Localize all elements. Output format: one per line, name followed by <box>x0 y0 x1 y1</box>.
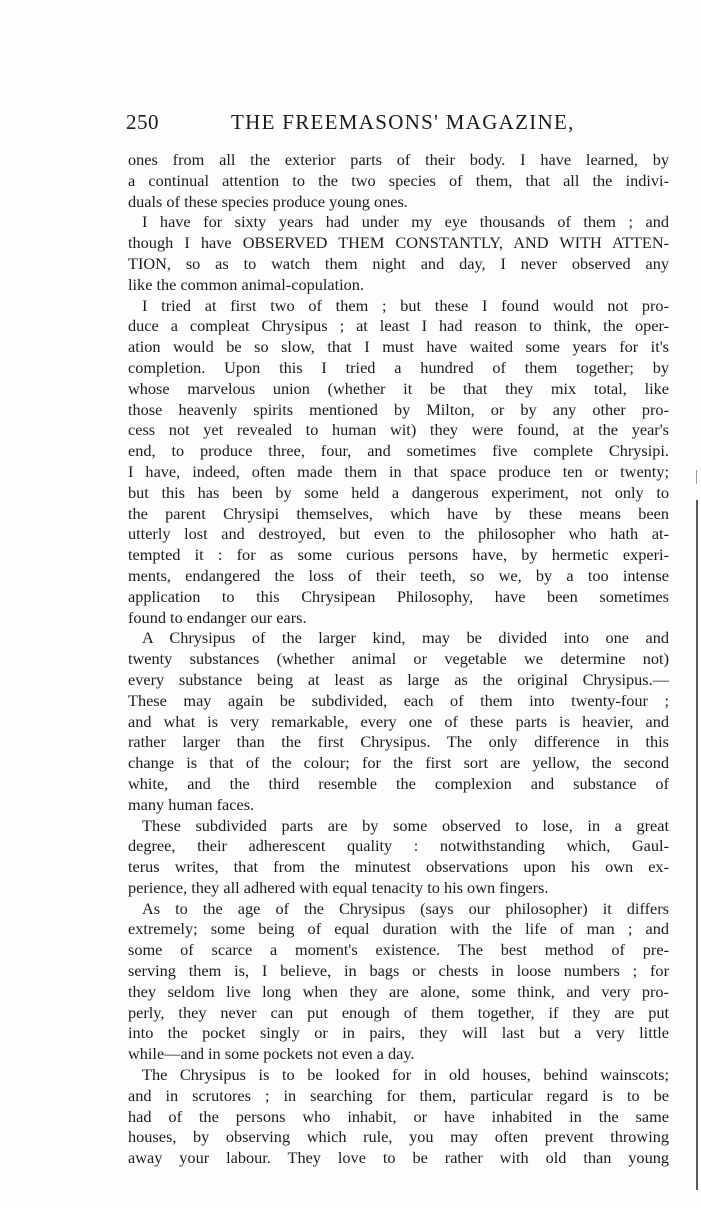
text-line: change is that of the colour; for the first sort are yellow, the second <box>128 753 669 773</box>
text-line: duals of these species produce young ones. <box>128 191 408 211</box>
text-line: application to this Chrysipean Philosophy, have been sometimes <box>128 586 669 606</box>
text-line: serving them is, I believe, in bags or chests in loose numbers ; for <box>128 961 669 981</box>
text-line: extremely; some being of equal duration with the life of man ; and <box>128 919 669 939</box>
text-line: into the pocket singly or in pairs, they will last but a very little <box>128 1023 669 1043</box>
text-line: I have, indeed, often made them in that space produce ten or twenty; <box>128 461 669 481</box>
text-line: some of scarce a moment's existence. The best method of pre- <box>128 940 669 960</box>
text-line: terus writes, that from the minutest observations upon his own ex- <box>128 857 669 877</box>
paragraph-2 <box>128 212 669 295</box>
text-line: those heavenly spirits mentioned by Milton, or by any other pro- <box>128 399 669 419</box>
text-line: The Chrysipus is to be looked for in old houses, behind wainscots; <box>142 1065 669 1085</box>
text-line: they seldom live long when they are alone, some think, and very pro- <box>128 981 669 1001</box>
text-line: houses, by observing which rule, you may often prevent throwing <box>128 1127 669 1147</box>
text-line: completion. Upon this I tried a hundred of them together; by <box>128 357 669 377</box>
page-edge-rule <box>696 500 698 1190</box>
text-line: and in scrutores ; in searching for them, particular regard is to be <box>128 1085 669 1105</box>
text-line: every substance being at least as large as the original Chrysipus.— <box>128 669 669 689</box>
running-title: THE FREEMASONS' MAGAZINE, <box>231 110 575 134</box>
text-line: away your labour. They love to be rather with old than young <box>128 1148 669 1168</box>
text-line: end, to produce three, four, and sometimes five complete Chrysipi. <box>128 441 669 461</box>
text-line: ones from all the exterior parts of their body. I have learned, by <box>128 150 669 169</box>
text-line: TION, so as to watch them night and day, I never observed any <box>128 253 669 273</box>
text-line: had of the persons who inhabit, or have inhabited in the same <box>128 1106 669 1126</box>
text-line: many human faces. <box>128 794 255 814</box>
text-line: whose marvelous union (whether it be that they mix total, like <box>128 378 669 398</box>
text-line: but this has been by some held a dangerous experiment, not only to <box>128 482 669 502</box>
text-line: I tried at first two of them ; but these I found would not pro- <box>142 295 669 315</box>
text-line: cess not yet revealed to human wit) they were found, at the year's <box>128 420 669 440</box>
text-line: tempted it : for as some curious persons have, by hermetic experi- <box>128 545 669 565</box>
text-line: and what is very remarkable, every one of these parts is heavier, and <box>128 711 669 731</box>
text-line: the parent Chrysipi themselves, which have by these means been <box>128 503 669 523</box>
page-header <box>126 110 674 140</box>
text-line: perience, they all adhered with equal tenacity to his own fingers. <box>128 877 549 897</box>
paragraph-4 <box>128 628 669 815</box>
paragraph-3 <box>128 296 669 629</box>
text-line: rather larger than the first Chrysipus. The only difference in this <box>128 732 669 752</box>
text-line: while—and in some pockets not even a day. <box>128 1044 415 1064</box>
text-line: white, and the third resemble the complexion and substance of <box>128 773 669 793</box>
text-line: perly, they never can put enough of them together, if they are put <box>128 1002 669 1022</box>
text-line: a continual attention to the two species of them, that all the indivi- <box>128 170 669 190</box>
text-line: degree, their adherescent quality : notwithstanding which, Gaul- <box>128 836 669 856</box>
text-line: ation would be so slow, that I must have waited some years for it's <box>128 337 669 357</box>
body-text <box>128 150 669 1169</box>
text-line: though I have OBSERVED THEM CONSTANTLY, AND WITH ATTEN- <box>128 233 669 253</box>
paragraph-6 <box>128 899 669 1065</box>
text-line: As to the age of the Chrysipus (says our philosopher) it differs <box>142 898 669 918</box>
paragraph-1 <box>128 150 669 212</box>
text-line: ments, endangered the loss of their teeth, so we, by a too intense <box>128 565 669 585</box>
text-line: like the common animal-copulation. <box>128 274 365 294</box>
paragraph-7 <box>128 1065 669 1169</box>
text-line: A Chrysipus of the larger kind, may be divided into one and <box>142 628 669 648</box>
text-line: duce a compleat Chrysipus ; at least I had reason to think, the oper- <box>128 316 669 336</box>
text-line: I have for sixty years had under my eye thousands of them ; and <box>142 212 669 232</box>
text-line: twenty substances (whether animal or vegetable we determine not) <box>128 649 669 669</box>
text-line: found to endanger our ears. <box>128 607 307 627</box>
margin-mark <box>696 470 697 484</box>
paragraph-5 <box>128 816 669 899</box>
text-line: These may again be subdivided, each of them into twenty-four ; <box>128 690 669 710</box>
text-line: These subdivided parts are by some observed to lose, in a great <box>142 815 669 835</box>
text-line: utterly lost and destroyed, but even to the philosopher who hath at- <box>128 524 669 544</box>
page-number: 250 <box>126 110 159 134</box>
